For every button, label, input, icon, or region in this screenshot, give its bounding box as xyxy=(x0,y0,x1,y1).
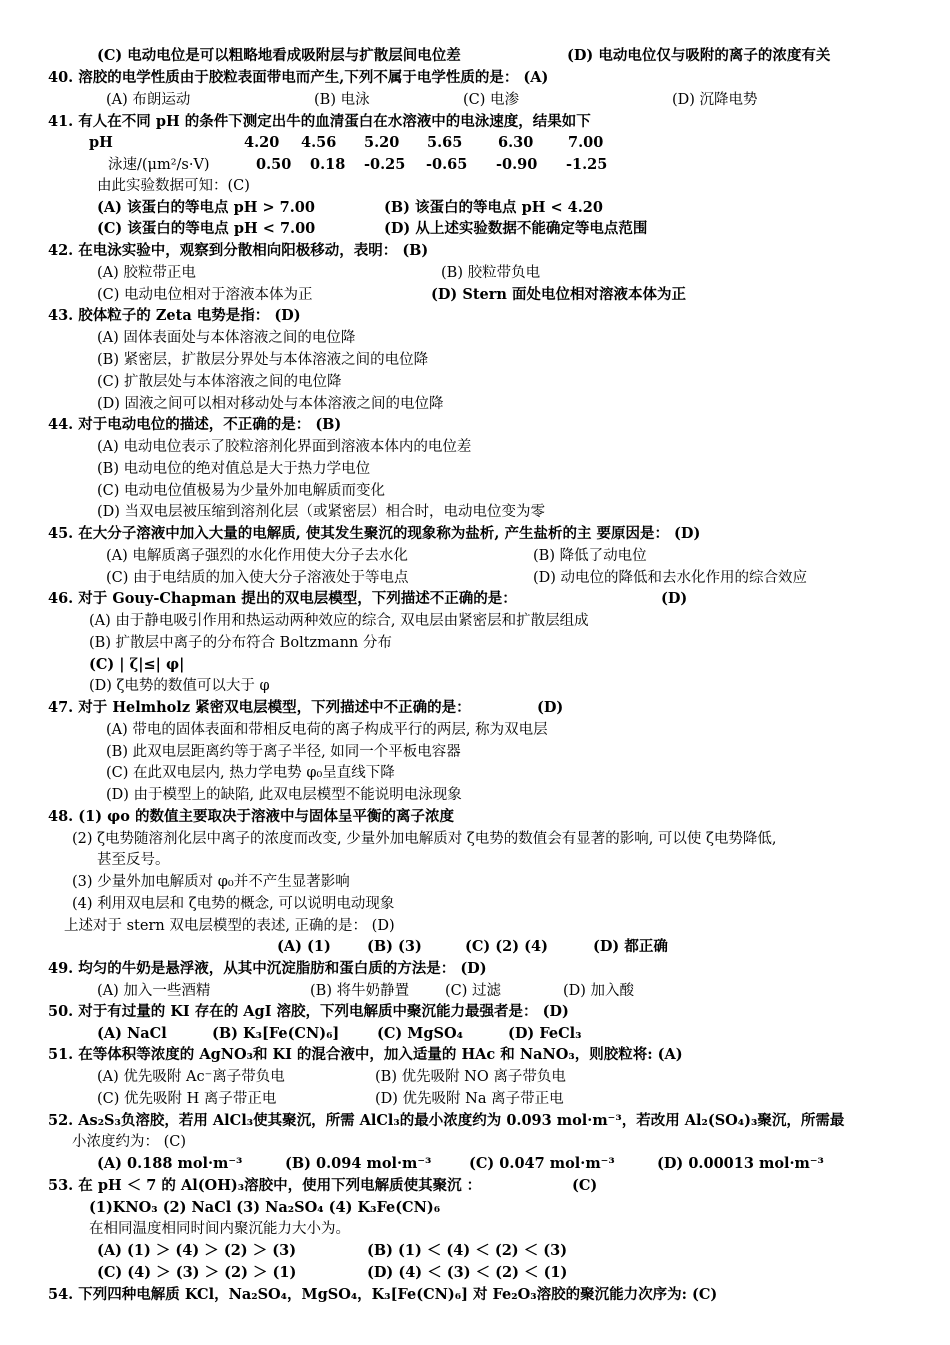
q51-option-a: (A) 优先吸附 Ac⁻离子带负电 xyxy=(97,1069,285,1085)
q50-option-c: (C) MgSO₄ xyxy=(377,1025,463,1042)
q48-option-d: (D) 都正确 xyxy=(593,938,668,955)
q51-option-c: (C) 优先吸附 H 离子带正电 xyxy=(97,1091,277,1107)
q41-speed-value: -0.65 xyxy=(426,156,468,173)
q42-stem: 42. 在电泳实验中，观察到分散相向阳极移动，表明： (B) xyxy=(48,242,429,259)
q41-ph-value: 6.30 xyxy=(498,134,534,151)
q48-statement-2-cont: 甚至反号。 xyxy=(97,852,170,868)
q48-statement-4: (4) 利用双电层和 ζ电势的概念, 可以说明电动现象 xyxy=(72,896,395,912)
q47-option-c: (C) 在此双电层内, 热力学电势 φ₀呈直线下降 xyxy=(106,765,395,781)
q52-stem-cont: 小浓度约为： (C) xyxy=(72,1134,187,1150)
q41-ph-value: 4.20 xyxy=(244,134,280,151)
q40-stem: 40. 溶胶的电学性质由于胶粒表面带电而产生,下列不属于电学性质的是： (A) xyxy=(48,69,549,86)
q41-ph-label: pH xyxy=(89,134,113,151)
q50-option-d: (D) FeCl₃ xyxy=(508,1025,582,1042)
q41-conclusion: 由此实验数据可知：(C) xyxy=(97,178,250,194)
q48-option-a: (A) (1) xyxy=(277,938,331,955)
q42-option-b: (B) 胶粒带负电 xyxy=(441,265,541,281)
q53-answer: (C) xyxy=(572,1177,598,1194)
q50-option-a: (A) NaCl xyxy=(97,1025,167,1042)
q44-option-c: (C) 电动电位值极易为少量外加电解质而变化 xyxy=(97,483,386,499)
q47-answer: (D) xyxy=(537,699,564,716)
q50-option-b: (B) K₃[Fe(CN)₆] xyxy=(212,1025,340,1042)
q52-option-b: (B) 0.094 mol·m⁻³ xyxy=(285,1155,432,1172)
q44-stem: 44. 对于电动电位的描述，不正确的是： (B) xyxy=(48,416,342,433)
q41-speed-value: -1.25 xyxy=(566,156,608,173)
q40-option-a: (A) 布朗运动 xyxy=(106,92,191,108)
q49-option-b: (B) 将牛奶静置 xyxy=(310,983,410,999)
q40-option-d: (D) 沉降电势 xyxy=(672,92,758,108)
q39-option-c: (C) 电动电位是可以粗略地看成吸附层与扩散层间电位差 xyxy=(97,47,461,64)
q41-ph-value: 7.00 xyxy=(568,134,604,151)
q49-option-c: (C) 过滤 xyxy=(445,983,502,999)
q44-option-d: (D) 当双电层被压缩到溶剂化层（或紧密层）相合时，电动电位变为零 xyxy=(97,504,546,520)
q46-option-a: (A) 由于静电吸引作用和热运动两种效应的综合, 双电层由紧密层和扩散层组成 xyxy=(89,613,589,629)
q53-option-c: (C) (4) ＞ (3) ＞ (2) ＞ (1) xyxy=(97,1264,297,1281)
q41-option-c: (C) 该蛋白的等电点 pH < 7.00 xyxy=(97,220,316,237)
q52-option-d: (D) 0.00013 mol·m⁻³ xyxy=(657,1155,824,1172)
q41-speed-value: -0.90 xyxy=(496,156,538,173)
q47-stem: 47. 对于 Helmholz 紧密双电层模型，下列描述中不正确的是： xyxy=(48,699,471,716)
q46-stem: 46. 对于 Gouy-Chapman 提出的双电层模型，下列描述不正确的是： xyxy=(48,590,517,607)
q41-option-d: (D) 从上述实验数据不能确定等电点范围 xyxy=(384,220,648,237)
q48-statement-3: (3) 少量外加电解质对 φ₀并不产生显著影响 xyxy=(72,874,350,890)
q45-option-d: (D) 动电位的降低和去水化作用的综合效应 xyxy=(533,570,808,586)
q53-option-b: (B) (1) ＜ (4) ＜ (2) ＜ (3) xyxy=(367,1242,568,1259)
q49-option-a: (A) 加入一些酒精 xyxy=(97,983,211,999)
q42-option-d: (D) Stern 面处电位相对溶液本体为正 xyxy=(431,286,686,303)
q41-option-a: (A) 该蛋白的等电点 pH > 7.00 xyxy=(97,199,315,216)
q43-option-c: (C) 扩散层处与本体溶液之间的电位降 xyxy=(97,374,342,390)
q44-option-b: (B) 电动电位的绝对值总是大于热力学电位 xyxy=(97,461,371,477)
q41-stem: 41. 有人在不同 pH 的条件下测定出牛的血清蛋白在水溶液中的电泳速度，结果如下 xyxy=(48,113,591,130)
q43-option-b: (B) 紧密层，扩散层分界处与本体溶液之间的电位降 xyxy=(97,352,429,368)
q46-option-d: (D) ζ电势的数值可以大于 φ xyxy=(89,678,270,694)
q54-stem: 54. 下列四种电解质 KCl，Na₂SO₄，MgSO₄，K₃[Fe(CN)₆] 对 Fe₂O₃溶胶的聚沉能力次序为: (C) xyxy=(48,1286,718,1303)
q41-speed-value: -0.25 xyxy=(364,156,406,173)
q41-option-b: (B) 该蛋白的等电点 pH < 4.20 xyxy=(384,199,603,216)
q41-ph-value: 5.20 xyxy=(364,134,400,151)
q42-option-c: (C) 电动电位相对于溶液本体为正 xyxy=(97,287,313,303)
q45-stem: 45. 在大分子溶液中加入大量的电解质, 使其发生聚沉的现象称为盐析, 产生盐析的主 要原因是： (D) xyxy=(48,525,701,542)
q45-option-a: (A) 电解质离子强烈的水化作用使大分子去水化 xyxy=(106,548,408,564)
q41-ph-value: 4.56 xyxy=(301,134,337,151)
q53-question: 在相同温度相同时间内聚沉能力大小为。 xyxy=(89,1221,350,1237)
q46-option-c: (C) | ζ|≤| φ| xyxy=(89,656,185,673)
q45-option-b: (B) 降低了动电位 xyxy=(533,548,647,564)
q41-speed-label: 泳速/(μm²/s·V) xyxy=(108,157,210,173)
q40-option-b: (B) 电泳 xyxy=(314,92,370,108)
q49-option-d: (D) 加入酸 xyxy=(563,983,635,999)
q42-option-a: (A) 胶粒带正电 xyxy=(97,265,196,281)
q48-option-b: (B) (3) xyxy=(367,938,422,955)
q51-stem: 51. 在等体积等浓度的 AgNO₃和 KI 的混合液中，加入适量的 HAc 和 NaNO₃，则胶粒将: (A) xyxy=(48,1046,683,1063)
q47-option-a: (A) 带电的固体表面和带相反电荷的离子构成平行的两层, 称为双电层 xyxy=(106,722,548,738)
q43-stem: 43. 胶体粒子的 Zeta 电势是指： (D) xyxy=(48,307,301,324)
q39-option-d: (D) 电动电位仅与吸附的离子的浓度有关 xyxy=(567,47,831,64)
q47-option-d: (D) 由于模型上的缺陷, 此双电层模型不能说明电泳现象 xyxy=(106,787,462,803)
q52-option-a: (A) 0.188 mol·m⁻³ xyxy=(97,1155,243,1172)
q52-option-c: (C) 0.047 mol·m⁻³ xyxy=(469,1155,615,1172)
q53-electrolytes: (1)KNO₃ (2) NaCl (3) Na₂SO₄ (4) K₃Fe(CN)₆ xyxy=(89,1199,441,1216)
q48-option-c: (C) (2) (4) xyxy=(465,938,548,955)
q41-speed-value: 0.18 xyxy=(310,156,346,173)
q51-option-d: (D) 优先吸附 Na 离子带正电 xyxy=(375,1091,564,1107)
q41-speed-value: 0.50 xyxy=(256,156,292,173)
q43-option-a: (A) 固体表面处与本体溶液之间的电位降 xyxy=(97,330,356,346)
q46-option-b: (B) 扩散层中离子的分布符合 Boltzmann 分布 xyxy=(89,635,392,651)
q48-statement-1: 48. (1) φo 的数值主要取决于溶液中与固体呈平衡的离子浓度 xyxy=(48,808,454,825)
q47-option-b: (B) 此双电层距离约等于离子半径, 如同一个平板电容器 xyxy=(106,744,461,760)
q46-answer: (D) xyxy=(661,590,688,607)
q45-option-c: (C) 由于电结质的加入使大分子溶液处于等电点 xyxy=(106,570,409,586)
q50-stem: 50. 对于有过量的 KI 存在的 AgI 溶胶，下列电解质中聚沉能力最强者是： (D) xyxy=(48,1003,569,1020)
q53-stem: 53. 在 pH ＜ 7 的 Al(OH)₃溶胶中，使用下列电解质使其聚沉 ： xyxy=(48,1177,482,1194)
q53-option-a: (A) (1) ＞ (4) ＞ (2) ＞ (3) xyxy=(97,1242,297,1259)
q40-option-c: (C) 电渗 xyxy=(463,92,520,108)
q41-ph-value: 5.65 xyxy=(427,134,463,151)
q48-statement-2: (2) ζ电势随溶剂化层中离子的浓度而改变, 少量外加电解质对 ζ电势的数值会有显著的影响, 可以使 ζ电势降低, xyxy=(72,831,777,847)
q49-stem: 49. 均匀的牛奶是悬浮液，从其中沉淀脂肪和蛋白质的方法是： (D) xyxy=(48,960,487,977)
q44-option-a: (A) 电动电位表示了胶粒溶剂化界面到溶液本体内的电位差 xyxy=(97,439,472,455)
q53-option-d: (D) (4) ＜ (3) ＜ (2) ＜ (1) xyxy=(367,1264,568,1281)
q43-option-d: (D) 固液之间可以相对移动处与本体溶液之间的电位降 xyxy=(97,396,444,412)
q48-stem: 上述对于 stern 双电层模型的表述, 正确的是： (D) xyxy=(64,918,395,934)
q52-stem: 52. As₂S₃负溶胶，若用 AlCl₃使其聚沉，所需 AlCl₃的最小浓度约为 0.093 mol·m⁻³，若改用 Al₂(SO₄)₃聚沉，所需最 xyxy=(48,1112,845,1129)
q51-option-b: (B) 优先吸附 NO 离子带负电 xyxy=(375,1069,566,1085)
